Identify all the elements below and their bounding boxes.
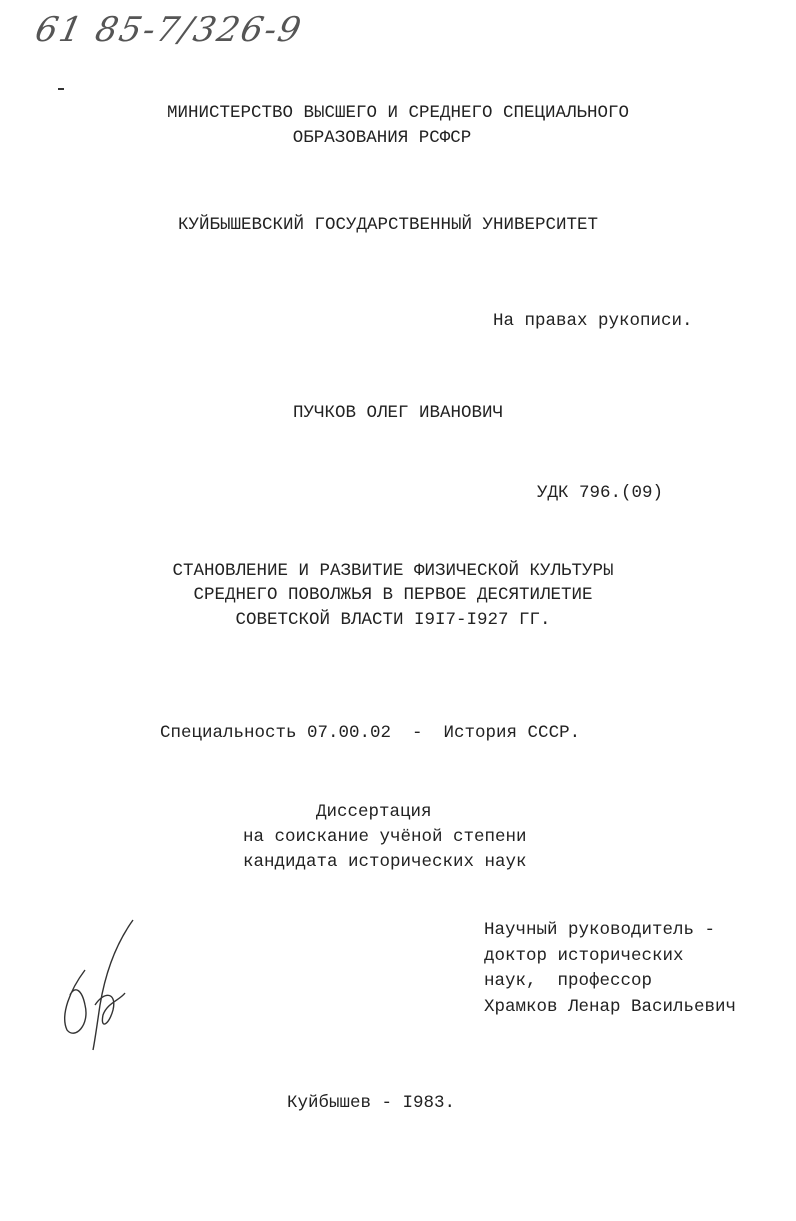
- title-line-3: СОВЕТСКОЙ ВЛАСТИ I9I7-I927 ГГ.: [235, 610, 551, 630]
- ministry-line1: МИНИСТЕРСТВО ВЫСШЕГО И СРЕДНЕГО СПЕЦИАЛЬНОГО: [166, 103, 630, 123]
- dissertation-line-3: кандидата исторических наук: [243, 852, 527, 872]
- specialty: Специальность 07.00.02 - История СССР.: [160, 723, 581, 743]
- title-line-1: СТАНОВЛЕНИЕ И РАЗВИТИЕ ФИЗИЧЕСКОЙ КУЛЬТУРЫ: [172, 561, 614, 581]
- university-name: КУЙБЫШЕВСКИЙ ГОСУДАРСТВЕННЫЙ УНИВЕРСИТЕТ: [177, 215, 599, 235]
- supervisor-line-2: доктор исторических: [484, 946, 684, 966]
- supervisor-line-4: Храмков Ленар Васильевич: [484, 997, 737, 1017]
- author-name: ПУЧКОВ ОЛЕГ ИВАНОВИЧ: [292, 403, 504, 423]
- manuscript-note: На правах рукописи.: [493, 311, 693, 331]
- supervisor-line-3: наук, профессор: [484, 971, 653, 991]
- title-line-2: СРЕДНЕГО ПОВОЛЖЬЯ В ПЕРВОЕ ДЕСЯТИЛЕТИЕ: [193, 585, 593, 605]
- handwritten-archive-code: 61 85-7/326-9: [31, 10, 307, 50]
- city-year: Куйбышев - I983.: [287, 1093, 456, 1113]
- margin-mark: [58, 88, 64, 90]
- ministry-line2: ОБРАЗОВАНИЯ РСФСР: [292, 128, 472, 148]
- dissertation-line-1: Диссертация: [316, 802, 432, 822]
- udc-code: УДК 796.(09): [537, 483, 664, 503]
- signature: [55, 915, 145, 1055]
- dissertation-line-2: на соискание учёной степени: [243, 827, 527, 847]
- supervisor-line-1: Научный руководитель -: [484, 920, 716, 940]
